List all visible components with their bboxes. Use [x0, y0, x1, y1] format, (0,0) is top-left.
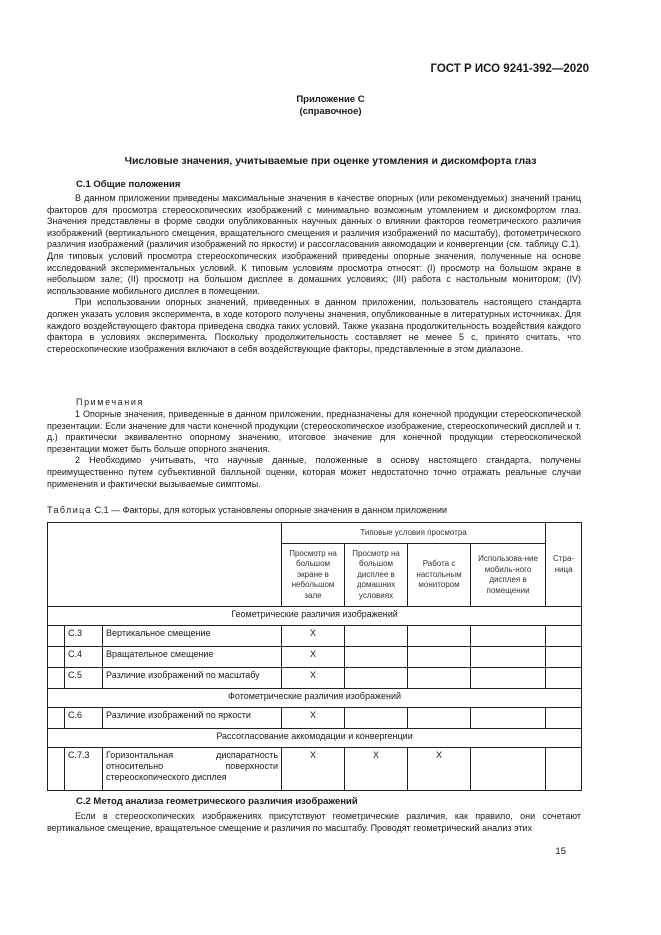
- page-cell: [546, 708, 582, 729]
- mark-cell: [345, 647, 408, 668]
- mark-cell: [471, 708, 546, 729]
- table-row: [48, 748, 582, 791]
- row-spacer: [48, 708, 65, 729]
- mark-cell: X: [282, 626, 345, 647]
- table-caption-text: С.1 — Факторы, для которых установлены опорные значения в данном приложении: [92, 505, 448, 515]
- mark-cell: [408, 668, 471, 689]
- row-factor: Вращательное смещение: [103, 647, 282, 668]
- mark-cell: X: [282, 668, 345, 689]
- row-code: С.7.3: [65, 748, 103, 791]
- row-code: С.3: [65, 626, 103, 647]
- row-factor: Вертикальное смещение: [103, 626, 282, 647]
- mark-cell: [471, 668, 546, 689]
- mark-cell: [408, 647, 471, 668]
- notes-heading: Примечания: [76, 397, 144, 407]
- notes-body: [47, 409, 581, 490]
- col-header-large-screen: Просмотр на большом экране в небольшом зале: [282, 544, 345, 607]
- section-c1-heading: С.1 Общие положения: [76, 179, 181, 190]
- note-1: 1 Опорные значения, приведенные в данном приложении, предназначены для конечной продукции стереоскопической презентации. Если значение для части конечной продукции (стереоскопическое изображение, стереоскопический дисплей и т. д.) практически эквивалентно опорному значению, итоговое значение для конечной продукции стереоскопической презентации может быть больше опорного значения.: [47, 409, 581, 454]
- table-caption: [47, 505, 447, 515]
- page-cell: [546, 647, 582, 668]
- page-number: 15: [555, 846, 566, 857]
- viewing-conditions-header: Типовые условия просмотра: [282, 523, 546, 544]
- paragraph: Если в стереоскопических изображениях присутствуют геометрические различия, как правило, они сочетают вертикальное смещение, вращательное смещение и различия по масштабу. Проводят геометрический анализ этих: [47, 811, 581, 833]
- appendix-title: Числовые значения, учитываемые при оценке утомления и дискомфорта глаз: [124, 155, 537, 167]
- col-header-mobile-display: Использова-ние мобиль-ного дисплея в помещении: [471, 544, 546, 607]
- section-c1-body: [47, 193, 581, 355]
- row-factor: Различие изображений по яркости: [103, 708, 282, 729]
- page-cell: [546, 668, 582, 689]
- section-c2-body: [47, 811, 581, 834]
- standard-number: ГОСТ Р ИСО 9241-392—2020: [430, 63, 589, 75]
- mark-cell: [345, 626, 408, 647]
- mark-cell: X: [408, 748, 471, 791]
- row-spacer: [48, 626, 65, 647]
- paragraph: При использовании опорных значений, приведенных в данном приложении, пользователь настоящего стандарта должен указать условия эксперимента, в ходе которого получены значения, опубликованные в литературных источниках. Для каждого воздействующего фактора приведена сводка таких условий. Также указана продолжительность воздействия каждого фактора в условиях эксперимента. Поскольку продолжительность составляет не менее 5 с, принято считать, что стереоскопические изображения включают в себя воздействующие факторы, представленные в этом диапазоне.: [47, 297, 581, 354]
- appendix-type: (справочное): [299, 106, 362, 117]
- page-cell: [546, 626, 582, 647]
- paragraph: В данном приложении приведены максимальные значения в качестве опорных (или рекомендуемых) значений границ факторов для просмотра стереоскопических изображений с минимально возможным утомлением и дискомфортом глаз. Значения представлены в форме сводки опубликованных научных данных о влиянии факторов геометрического различия изображений (вертикального смещения, вращательного смещения и различия изображений по масштабу), фотометрического различия изображений (различия изображений по яркости) и рассогласования аккомодации и конвергенции (см. таблицу С.1). Для типовых условий просмотра стереоскопических изображений приведены опорные значения, полученные на основе исследований экспериментальных условий. К типовым условиям просмотра относят: (I) просмотр на большом экране в небольшом зале; (II) просмотр на большом дисплее в домашних условиях; (III) работа с настольным монитором; (IV) использование мобильного дисплея в помещении.: [47, 193, 581, 296]
- row-code: С.5: [65, 668, 103, 689]
- mark-cell: [471, 647, 546, 668]
- page-column-header: Стра-ница: [546, 523, 582, 607]
- row-factor: Различие изображений по масштабу: [103, 668, 282, 689]
- mark-cell: X: [282, 647, 345, 668]
- row-code: С.4: [65, 647, 103, 668]
- group-row-geometric: Геометрические различия изображений: [48, 607, 582, 626]
- row-spacer: [48, 647, 65, 668]
- mark-cell: X: [282, 708, 345, 729]
- row-factor: Горизонтальная диспаратность относительно поверхности стереоскопического дисплея: [103, 748, 282, 791]
- row-spacer: [48, 668, 65, 689]
- row-spacer: [48, 748, 65, 791]
- mark-cell: [471, 748, 546, 791]
- appendix-header: [0, 94, 661, 118]
- group-row-accommodation: Рассогласование аккомодации и конвергенции: [48, 729, 582, 748]
- table-row: [48, 668, 582, 689]
- mark-cell: [471, 626, 546, 647]
- factors-table: [47, 522, 582, 791]
- group-row-photometric: Фотометрические различия изображений: [48, 689, 582, 708]
- page-cell: [546, 748, 582, 791]
- table-row: [48, 708, 582, 729]
- table-row: [48, 647, 582, 668]
- section-c2-heading: С.2 Метод анализа геометрического различия изображений: [76, 796, 358, 807]
- mark-cell: X: [282, 748, 345, 791]
- mark-cell: [345, 668, 408, 689]
- note-2: 2 Необходимо учитывать, что научные данные, положенные в основу настоящего стандарта, получены преимущественно путем субъективной балльной оценки, которая может недостаточно точно отражать реальные случаи применения и фактически вызываемые симптомы.: [47, 455, 581, 489]
- mark-cell: [345, 708, 408, 729]
- col-header-desktop-monitor: Работа с настольным монитором: [408, 544, 471, 607]
- col-header-home-display: Просмотр на большом дисплее в домашних условиях: [345, 544, 408, 607]
- mark-cell: X: [345, 748, 408, 791]
- mark-cell: [408, 626, 471, 647]
- table-header-empty: [48, 523, 282, 607]
- row-code: С.6: [65, 708, 103, 729]
- table-caption-prefix: Таблица: [47, 505, 93, 515]
- mark-cell: [408, 708, 471, 729]
- appendix-label: Приложение С: [296, 94, 365, 105]
- table-row: [48, 626, 582, 647]
